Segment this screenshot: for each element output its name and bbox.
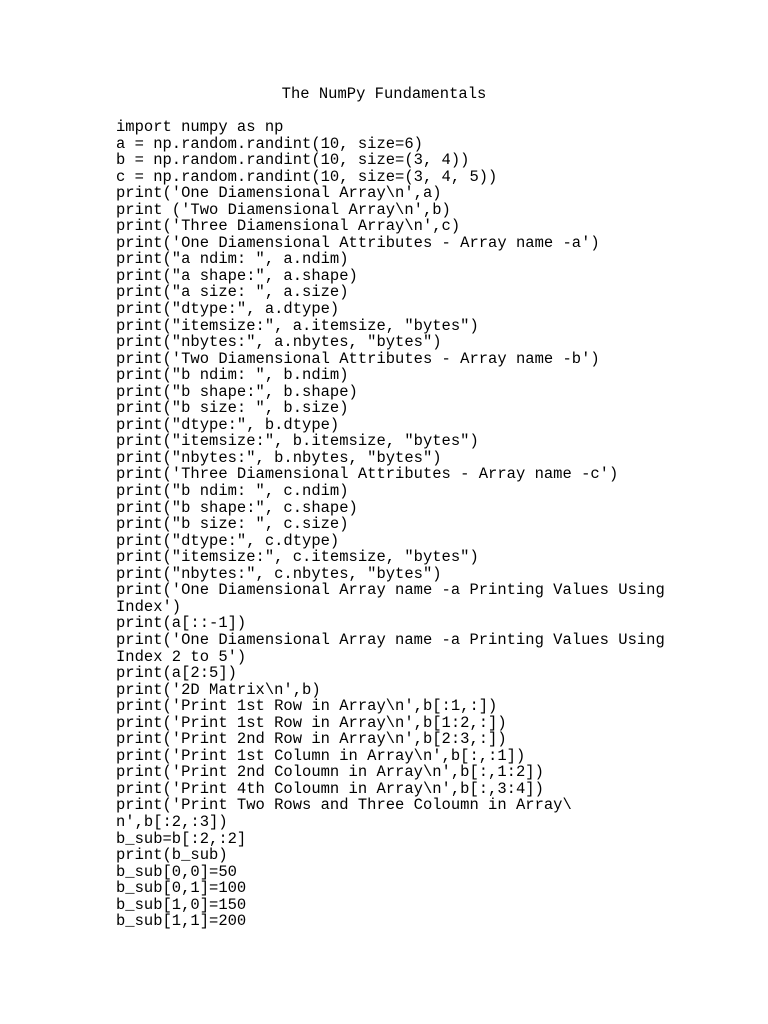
code-line: print('Print 1st Row in Array\n',b[:1,:])	[116, 697, 498, 716]
code-line: print("b ndim: ", c.ndim)	[116, 482, 349, 501]
code-block	[116, 119, 676, 930]
code-line: print("itemsize:", a.itemsize, "bytes")	[116, 316, 479, 335]
code-line: b_sub[1,0]=150	[116, 895, 247, 914]
code-line: print('One Diamensional Array name -a Printing Values Using	[116, 581, 665, 600]
code-line: c = np.random.randint(10, size=(3, 4, 5))	[116, 167, 498, 186]
code-line: print(a[::-1])	[116, 614, 247, 633]
code-line: print('One Diamensional Array name -a Printing Values Using	[116, 630, 665, 649]
code-line: print('Print 4th Coloumn in Array\n',b[:,3:4])	[116, 779, 544, 798]
code-line: print('Print 1st Row in Array\n',b[1:2,:])	[116, 713, 507, 732]
code-line: print("nbytes:", a.nbytes, "bytes")	[116, 333, 442, 352]
code-line: Index 2 to 5')	[116, 647, 247, 666]
code-line: print('Print 2nd Coloumn in Array\n',b[:,1:2])	[116, 763, 544, 782]
code-line: print("itemsize:", b.itemsize, "bytes")	[116, 432, 479, 451]
code-line: print('2D Matrix\n',b)	[116, 680, 321, 699]
code-line: print('Print Two Rows and Three Coloumn in Array\	[116, 796, 572, 815]
code-line: print('One Diamensional Attributes - Array name -a')	[116, 233, 600, 252]
code-line: print(a[2:5])	[116, 664, 237, 683]
code-line: print("b shape:", c.shape)	[116, 498, 358, 517]
code-line: print("itemsize:", c.itemsize, "bytes")	[116, 548, 479, 567]
page-title: The NumPy Fundamentals	[281, 85, 487, 103]
code-line: print('Print 2nd Row in Array\n',b[2:3,:])	[116, 730, 507, 749]
code-line: b_sub[0,0]=50	[116, 862, 237, 881]
code-line: print ('Two Diamensional Array\n',b)	[116, 200, 451, 219]
code-line: print('Two Diamensional Attributes - Array name -b')	[116, 349, 600, 368]
code-line: print("dtype:", c.dtype)	[116, 531, 340, 550]
code-line: n',b[:2,:3])	[116, 812, 228, 831]
code-line: b_sub[0,1]=100	[116, 879, 247, 898]
code-line: print('Three Diamensional Array\n',c)	[116, 217, 461, 236]
code-line: print("dtype:", a.dtype)	[116, 300, 340, 319]
code-line: print(b_sub)	[116, 846, 228, 865]
code-line: print("b size: ", b.size)	[116, 399, 349, 418]
code-line: b_sub=b[:2,:2]	[116, 829, 247, 848]
code-line: b_sub[1,1]=200	[116, 912, 247, 931]
code-line: print('One Diamensional Array\n',a)	[116, 184, 442, 203]
code-line: print("nbytes:", b.nbytes, "bytes")	[116, 448, 442, 467]
code-line: print("a shape:", a.shape)	[116, 266, 358, 285]
code-line: print('Print 1st Column in Array\n',b[:,:1])	[116, 746, 526, 765]
code-line: print("b shape:", b.shape)	[116, 382, 358, 401]
code-line: print("nbytes:", c.nbytes, "bytes")	[116, 564, 442, 583]
code-line: b = np.random.randint(10, size=(3, 4))	[116, 151, 470, 170]
code-line: import numpy as np	[116, 118, 284, 136]
code-line: print("a size: ", a.size)	[116, 283, 349, 302]
code-line: Index')	[116, 597, 182, 616]
code-line: print("a ndim: ", a.ndim)	[116, 250, 349, 269]
code-line: print("dtype:", b.dtype)	[116, 415, 340, 434]
code-line: a = np.random.randint(10, size=6)	[116, 134, 423, 153]
code-line: print("b size: ", c.size)	[116, 515, 349, 534]
code-line: print('Three Diamensional Attributes - Array name -c')	[116, 465, 619, 484]
code-line: print("b ndim: ", b.ndim)	[116, 366, 349, 385]
